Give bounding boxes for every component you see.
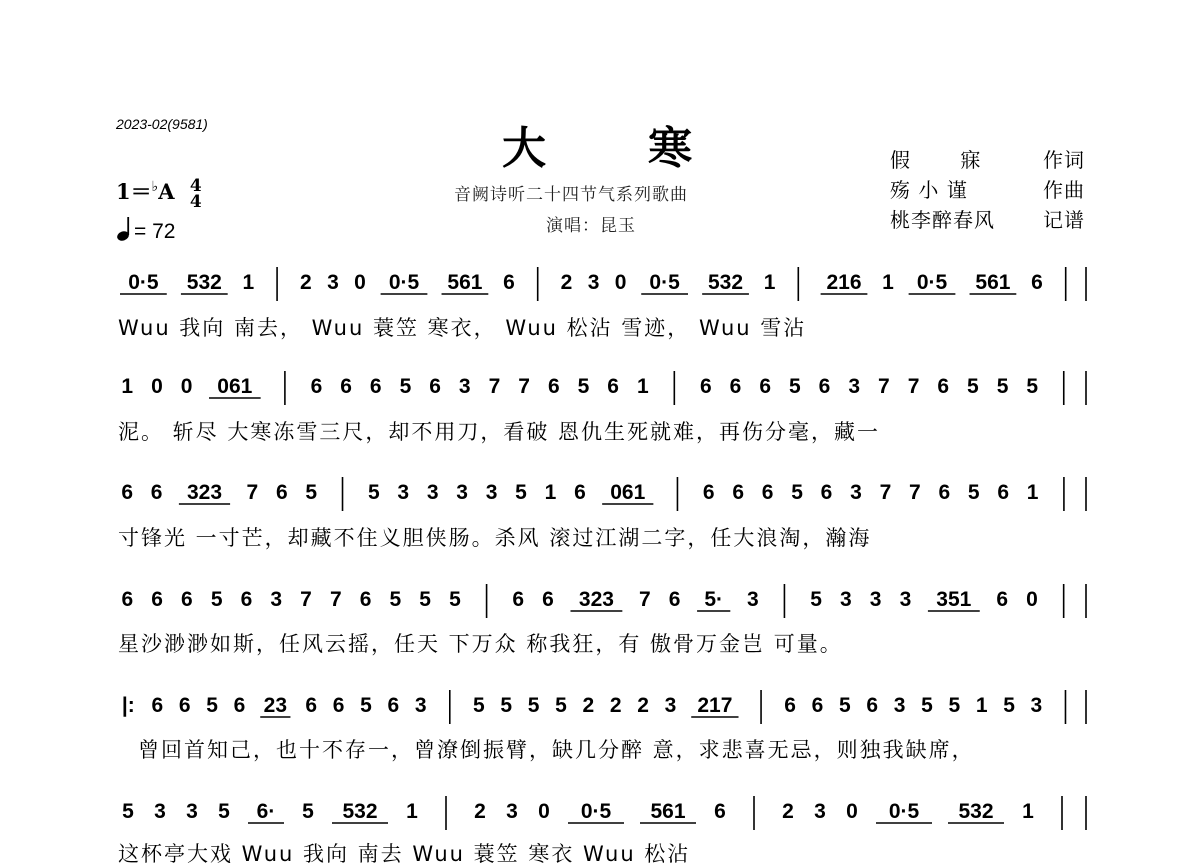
note-group: 1	[882, 271, 894, 294]
note-group: 5	[210, 588, 223, 611]
note-group: 3	[746, 588, 759, 611]
note-group: 5	[449, 588, 461, 611]
note-group: 3	[840, 588, 852, 611]
note-group: 3	[327, 271, 339, 294]
note-group: 0	[180, 375, 193, 398]
note-group: 532	[342, 800, 378, 823]
note-group: 5	[367, 481, 380, 504]
note-group: 6	[542, 588, 554, 611]
note-group: 6	[121, 588, 134, 611]
note-group: 532	[958, 800, 994, 823]
note-group: 6·	[256, 800, 276, 823]
note-group: 5	[791, 481, 803, 504]
note-group: 6	[784, 694, 796, 717]
singer: 演唱：昆玉	[546, 216, 636, 236]
note-group: 6	[151, 588, 163, 611]
note-group: 7	[488, 375, 501, 398]
note-group: 5	[967, 481, 980, 504]
note-group: 7	[907, 375, 920, 398]
lyrics-line-5: 曾回首知己，也十不存一，曾潦倒振臂，缺几分醉 意，求悲喜无忌，则独我缺席，	[138, 738, 975, 762]
note-group: 1	[763, 271, 776, 294]
note-group: 6	[240, 588, 253, 611]
note-group: 7	[518, 375, 530, 398]
note-group: 6	[668, 588, 681, 611]
note-group: 1	[975, 694, 988, 717]
note-group: 3	[506, 800, 518, 823]
note-group: 6	[369, 375, 382, 398]
note-group: 0	[614, 271, 627, 294]
note-group: 7	[878, 375, 890, 398]
note-group: 6	[937, 375, 950, 398]
note-group: 5	[500, 694, 513, 717]
note-group: 1	[1022, 800, 1034, 823]
transcriber-credit: 桃李醉春风 记谱	[890, 208, 1085, 232]
note-group: 6	[503, 271, 515, 294]
note-group: 6	[359, 588, 372, 611]
score-title-char-2: 寒	[648, 123, 694, 174]
note-group: 5	[555, 694, 567, 717]
note-group: 5	[302, 800, 314, 823]
note-group: 5	[810, 588, 822, 611]
note-group: 5	[419, 588, 431, 611]
note-group: 323	[186, 481, 223, 504]
note-group: 0	[151, 375, 163, 398]
note-group: 3	[426, 481, 439, 504]
note-group: 0·5	[916, 271, 948, 294]
note-group: 1	[1026, 481, 1039, 504]
note-group: 0·5	[888, 800, 920, 823]
note-group: 6	[702, 481, 715, 504]
lyrics-line-3: 寸锋光 一寸芒，却藏不住义胆侠肠。杀风 滚过江湖二字，任大浪淘，瀚海	[118, 526, 872, 550]
note-group: 0	[354, 271, 366, 294]
note-group: 6	[818, 375, 831, 398]
lyrics-line-2: 泥。 斩尽 大寒冻雪三尺，却不用刀，看破 恩仇生死就难，再伤分毫，藏一	[118, 420, 881, 444]
note-group: 2	[560, 271, 573, 294]
note-group: 6	[732, 481, 745, 504]
note-group: 3	[154, 800, 166, 823]
note-group: 5	[996, 375, 1009, 398]
note-group: 5	[305, 481, 318, 504]
note-group: 3	[1030, 694, 1043, 717]
note-group: 3	[893, 694, 906, 717]
note-group: 561	[447, 271, 483, 294]
note-group: 6	[761, 481, 774, 504]
note-group: 3	[899, 588, 912, 611]
note-group: 0·5	[128, 271, 159, 294]
note-group: 6	[547, 375, 560, 398]
score-subtitle: 音阙诗听二十四节气系列歌曲	[454, 185, 688, 205]
note-group: 5	[389, 588, 402, 611]
note-group: 216	[826, 271, 862, 294]
note-group: 5	[515, 481, 527, 504]
note-group: 6	[938, 481, 951, 504]
note-group: 561	[975, 271, 1011, 294]
note-group: 6	[151, 694, 164, 717]
note-group: 6	[811, 694, 824, 717]
note-group: 532	[186, 271, 222, 294]
note-group: 7	[329, 588, 342, 611]
note-group: 3	[456, 481, 468, 504]
note-group: 061	[217, 375, 253, 398]
note-group: 6	[181, 588, 193, 611]
note-group: 5	[948, 694, 961, 717]
note-group: 7	[638, 588, 651, 611]
lyrics-line-6: 这杯亭大戏 Wuu 我向 南去 Wuu 蓑笠 寒衣 Wuu 松沾	[118, 842, 691, 866]
note-group: 5	[1003, 694, 1015, 717]
note-group: |:	[121, 694, 135, 717]
note-group: 2	[582, 694, 595, 717]
note-group: 6	[340, 375, 352, 398]
note-group: 323	[578, 588, 614, 611]
note-group: 23	[263, 694, 288, 717]
note-group: 6	[607, 375, 619, 398]
note-group: 7	[909, 481, 921, 504]
note-group: 5	[967, 375, 979, 398]
note-group: 6	[305, 694, 318, 717]
note-group: 6	[729, 375, 742, 398]
lyrics-line-1: Wuu 我向 南去， Wuu 蓑笠 寒衣， Wuu 松沾 雪迹， Wuu 雪沾	[118, 316, 807, 340]
note-group: 1	[636, 375, 649, 398]
note-group: 2	[300, 271, 312, 294]
note-group: 5	[577, 375, 590, 398]
note-group: 5	[218, 800, 230, 823]
note-group: 6	[121, 481, 134, 504]
note-group: 0	[538, 800, 550, 823]
note-group: 7	[879, 481, 892, 504]
note-group: 6	[574, 481, 586, 504]
note-group: 3	[848, 375, 861, 398]
note-group: 2	[609, 694, 622, 717]
note-group: 3	[458, 375, 471, 398]
note-group: 6	[996, 588, 1009, 611]
note-group: 3	[414, 694, 427, 717]
note-group: 3	[814, 800, 826, 823]
note-group: 6	[387, 694, 400, 717]
note-group: 3	[270, 588, 283, 611]
note-group: 6	[700, 375, 712, 398]
score-code: 2023-02(9581)	[116, 116, 208, 132]
note-group: 351	[936, 588, 972, 611]
note-group: 3	[664, 694, 677, 717]
note-group: 1	[242, 271, 255, 294]
note-group: 3	[869, 588, 882, 611]
note-group: 7	[300, 588, 312, 611]
note-group: 6	[150, 481, 163, 504]
note-group: 0	[846, 800, 858, 823]
note-group: 0·5	[649, 271, 680, 294]
note-group: 6	[429, 375, 441, 398]
note-group: 5	[527, 694, 540, 717]
note-group: 6	[178, 694, 191, 717]
note-group: 1	[544, 481, 557, 504]
note-group: 0	[1026, 588, 1038, 611]
note-group: 5	[122, 800, 134, 823]
note-group: 2	[637, 694, 649, 717]
note-group: 5	[789, 375, 801, 398]
note-group: 6	[275, 481, 288, 504]
note-group: 217	[697, 694, 733, 717]
note-group: 6	[997, 481, 1010, 504]
note-group: 2	[474, 800, 486, 823]
note-group: 5	[473, 694, 485, 717]
note-group: 6	[866, 694, 879, 717]
composer-credit: 殇 小 谨 作曲	[890, 178, 1085, 202]
note-group: 6	[1031, 271, 1043, 294]
note-group: 3	[485, 481, 498, 504]
time-signature: 4 4	[189, 175, 202, 212]
tempo-mark: = 72	[116, 216, 175, 244]
key-signature: 1＝♭A 4 4	[116, 175, 202, 212]
note-group: 1	[121, 375, 134, 398]
note-group: 6	[233, 694, 246, 717]
note-group: 5	[839, 694, 851, 717]
score-title-char-1: 大	[502, 123, 548, 174]
note-group: 5·	[704, 588, 724, 611]
note-group: 5	[206, 694, 218, 717]
note-group: 7	[246, 481, 259, 504]
note-group: 6	[714, 800, 726, 823]
lyricist-credit: 假 寐 作词	[890, 148, 1085, 172]
lyrics-line-4: 星沙渺渺如斯，任风云摇，任天 下万众 称我狂，有 傲骨万金岂 可量。	[118, 632, 843, 656]
note-group: 0·5	[388, 271, 420, 294]
note-group: 3	[850, 481, 862, 504]
note-group: 5	[399, 375, 412, 398]
note-group: 3	[587, 271, 600, 294]
note-group: 6	[310, 375, 323, 398]
note-group: 061	[610, 481, 646, 504]
note-group: 2	[782, 800, 794, 823]
note-group: 0·5	[580, 800, 612, 823]
note-group: 1	[406, 800, 418, 823]
note-group: 6	[759, 375, 772, 398]
note-group: 3	[397, 481, 410, 504]
note-group: 5	[360, 694, 372, 717]
note-group: 6	[512, 588, 525, 611]
note-group: 5	[1026, 375, 1039, 398]
note-group: 6	[332, 694, 345, 717]
note-group: 5	[921, 694, 933, 717]
note-group: 561	[650, 800, 686, 823]
note-group: 532	[708, 271, 744, 294]
note-group: 6	[820, 481, 833, 504]
note-group: 3	[186, 800, 198, 823]
